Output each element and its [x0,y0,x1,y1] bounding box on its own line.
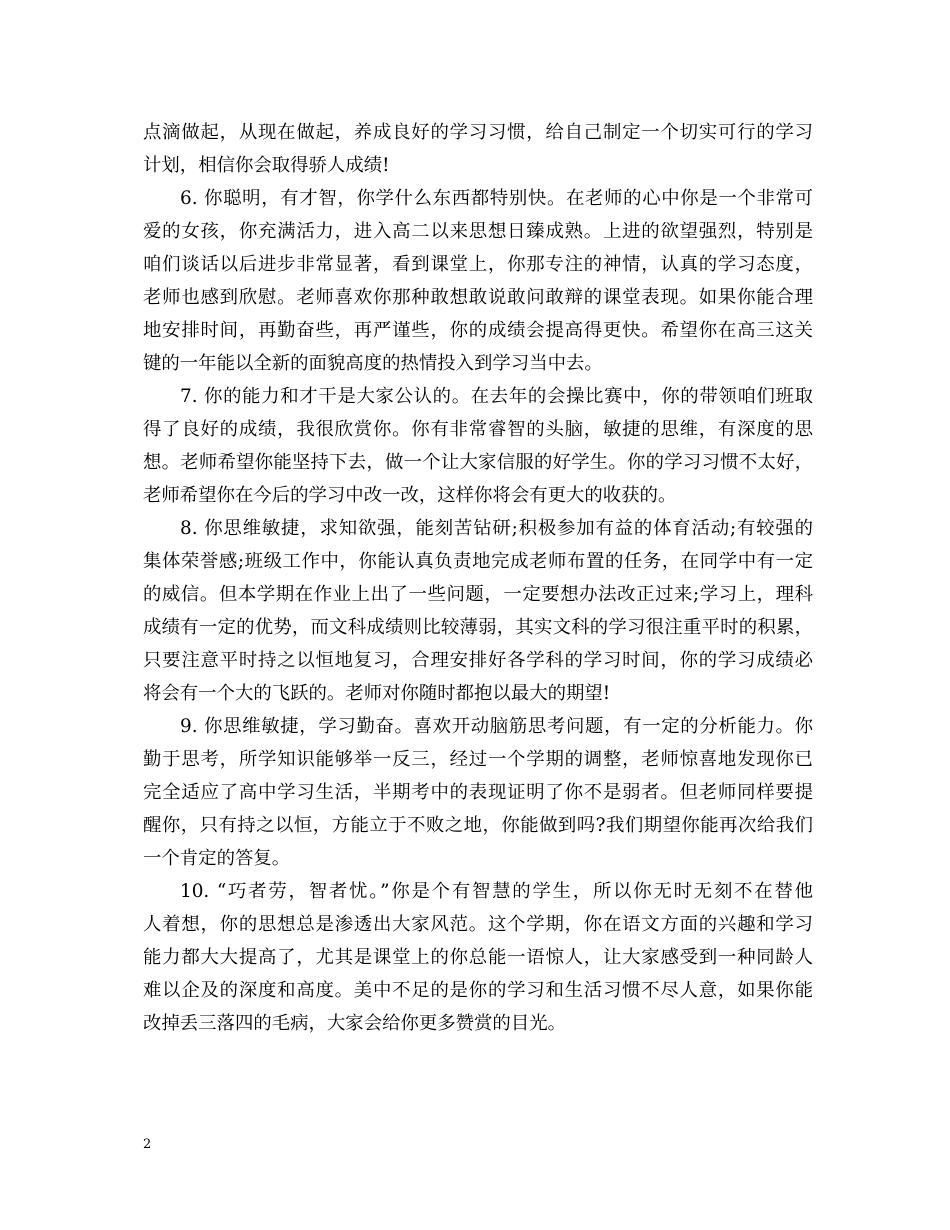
paragraph-line: 人着想，你的思想总是渗透出大家风范。这个学期，你在语文方面的兴趣和学习 [143,914,813,935]
paragraph-first-line: 8. 你思维敏捷，求知欲强，能刻苦钻研;积极参加有益的体育活动;有较强的 [180,518,813,539]
paragraph-line: 地安排时间，再勤奋些，再严谨些，你的成绩会提高得更快。希望你在高三这关 [143,320,813,341]
paragraph-line: 咱们谈话以后进步非常显著，看到课堂上，你那专注的神情，认真的学习态度， [143,254,813,275]
paragraph-first-line: 9. 你思维敏捷，学习勤奋。喜欢开动脑筋思考问题，有一定的分析能力。你 [180,716,813,737]
paragraph-line: 完全适应了高中学习生活，半期考中的表现证明了你不是弱者。但老师同样要提 [143,782,813,803]
paragraph-line: 的威信。但本学期在作业上出了一些问题，一定要想办法改正过来;学习上，理科 [143,584,813,605]
paragraph-line: 老师也感到欣慰。老师喜欢你那种敢想敢说敢问敢辩的课堂表现。如果你能合理 [143,287,813,308]
paragraph-first-line: 7. 你的能力和才干是大家公认的。在去年的会操比赛中，你的带领咱们班取 [180,386,813,407]
paragraph-first-line: 6. 你聪明，有才智，你学什么东西都特别快。在老师的心中你是一个非常可 [180,188,813,209]
paragraph-line: 难以企及的深度和高度。美中不足的是你的学习和生活习惯不尽人意，如果你能 [143,980,813,1001]
paragraph-line: 键的一年能以全新的面貌高度的热情投入到学习当中去。 [143,353,603,374]
paragraph-line: 一个肯定的答复。 [143,848,291,869]
paragraph-line: 计划，相信你会取得骄人成绩! [143,155,390,176]
paragraph-line: 爱的女孩，你充满活力，进入高二以来思想日臻成熟。上进的欲望强烈，特别是 [143,221,813,242]
paragraph-first-line: 10. “巧者劳，智者忧。”你是个有智慧的学生，所以你无时无刻不在替他 [180,881,813,902]
paragraph-line: 想。老师希望你能坚持下去，做一个让大家信服的好学生。你的学习习惯不太好， [143,452,813,473]
paragraph-line: 勤于思考，所学知识能够举一反三，经过一个学期的调整，老师惊喜地发现你已 [143,749,813,770]
paragraph-line: 能力都大大提高了，尤其是课堂上的你总能一语惊人，让大家感受到一种同龄人 [143,947,813,968]
paragraph-line: 点滴做起，从现在做起，养成良好的学习习惯，给自己制定一个切实可行的学习 [143,122,813,143]
paragraph-line: 改掉丢三落四的毛病，大家会给你更多赞赏的目光。 [143,1013,566,1034]
document-body [143,116,813,1040]
paragraph-line: 将会有一个大的飞跃的。老师对你随时都抱以最大的期望! [143,683,611,704]
paragraph-line: 得了良好的成绩，我很欣赏你。你有非常睿智的头脑，敏捷的思维，有深度的思 [143,419,813,440]
page-number: 2 [143,1137,152,1152]
paragraph-line: 集体荣誉感;班级工作中，你能认真负责地完成老师布置的任务，在同学中有一定 [143,551,813,572]
paragraph-line: 醒你，只有持之以恒，方能立于不败之地，你能做到吗?我们期望你能再次给我们 [143,815,813,836]
paragraph-line: 成绩有一定的优势，而文科成绩则比较薄弱，其实文科的学习很注重平时的积累， [143,617,813,638]
paragraph-line: 只要注意平时持之以恒地复习，合理安排好各学科的学习时间，你的学习成绩必 [143,650,813,671]
paragraph-line: 老师希望你在今后的学习中改一改，这样你将会有更大的收获的。 [143,485,677,506]
